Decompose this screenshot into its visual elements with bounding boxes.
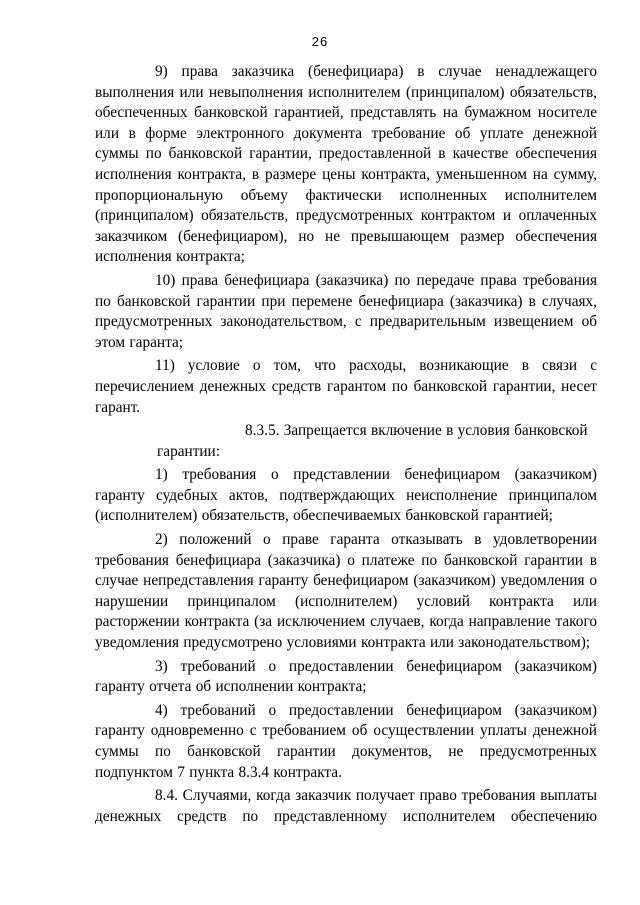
clause-8-3-5-heading: 8.3.5. Запрещается включение в условия банковской: [245, 422, 588, 440]
prohibition-item-1: 1) требования о представлении бенефициаром (заказчиком) гаранту судебных актов, подтверждающих неисполнение принципалом (исполнителем) обязательств, обеспечиваемых банковской гарантией;: [95, 466, 597, 525]
prohibition-item-4: 4) требований о предоставлении бенефициаром (заказчиком) гаранту одновременно с требованием об осуществлении уплаты денежной суммы по банковской гарантии документов, не предусмотренных подпунктом 7 пункта 8.3.4 контракта.: [95, 701, 597, 781]
paragraph-item-10: 10) права бенефициара (заказчика) по передаче права требования по банковской гарантии при перемене бенефициара (заказчика) в случаях, предусмотренных законодательством, с предварительным извещением об этом гаранта;: [95, 271, 597, 351]
paragraph-item-11: 11) условие о том, что расходы, возникающие в связи с перечислением денежных средств гарантом по банковской гарантии, несет гарант.: [95, 357, 597, 416]
paragraph-item-9: 9) права заказчика (бенефициара) в случае ненадлежащего выполнения или невыполнения исполнителем (принципалом) обязательств, обеспеченных банковской гарантией, представлять на бумажном носителе или в форме электронного документа требование об уплате денежной суммы по банковской гарантии, предоставленной в качестве обеспечения исполнения контракта, в размере цены контракта, уменьшенном на сумму, пропорциональную объему фактически исполненных исполнителем (принципалом) обязательств, предусмотренных контрактом и оплаченных заказчиком (бенефициаром), но не превышающем размер обеспечения исполнения контракта;: [95, 63, 597, 266]
clause-8-3-5: [95, 421, 597, 462]
prohibition-item-3: 3) требований о предоставлении бенефициаром (заказчиком) гаранту отчета об исполнении контракта;: [95, 657, 597, 696]
clause-8-4: 8.4. Случаями, когда заказчик получает право требования выплаты денежных средств по представленному исполнителем обеспечению: [95, 787, 597, 825]
document-body: [95, 62, 597, 830]
prohibition-item-2: 2) положений о праве гаранта отказывать в удовлетворении требования бенефициара (заказчика) о платеже по банковской гарантии в случае непредставления гаранту бенефициаром (заказчиком) уведомления о нарушении принципалом (исполнителем) условий контракта или расторжении контракта (за исключением случаев, когда направление такого уведомления предусмотрено условиями контракта или законодательством);: [95, 531, 597, 652]
clause-8-3-5-continuation: гарантии:: [157, 442, 220, 460]
page-number: 26: [311, 34, 329, 49]
